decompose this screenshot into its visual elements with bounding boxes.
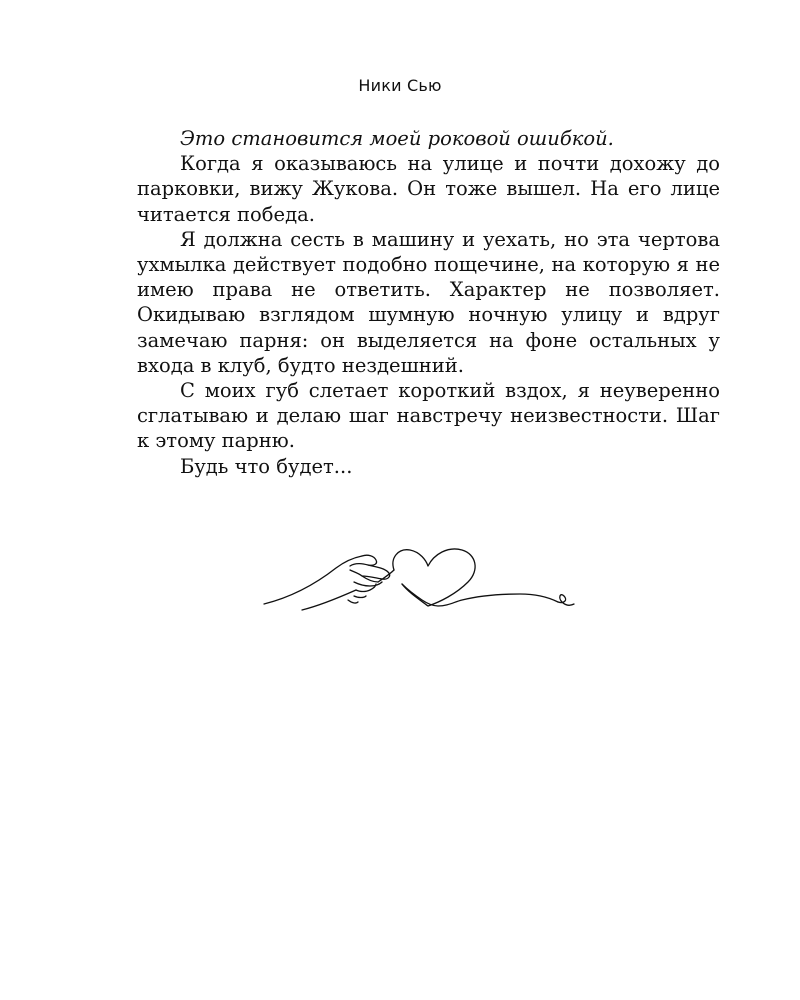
paragraph: Я должна сесть в машину и уехать, но эта чертова ухмылка действует подобно пощечине, на которую я не имею права не ответить. Характер не позволяет. Окидываю взглядом шумную ночную улицу и вдруг замечаю парня: он выделяется на фоне остальных у входа в клуб, будто нездешний. <box>137 227 720 377</box>
running-head-author: Ники Сью <box>358 76 442 95</box>
body-text <box>137 126 720 479</box>
hand-drawing-heart-icon <box>258 540 578 620</box>
paragraph: Будь что будет... <box>180 454 353 478</box>
paragraph: С моих губ слетает короткий вздох, я неуверенно сглатываю и делаю шаг навстречу неизвестности. Шаг к этому парню. <box>137 379 720 453</box>
paragraph: Это становится моей роковой ошибкой. <box>180 127 614 150</box>
paragraph: Когда я оказываюсь на улице и почти дохожу до парковки, вижу Жукова. Он тоже вышел. На его лице читается победа. <box>137 152 720 226</box>
